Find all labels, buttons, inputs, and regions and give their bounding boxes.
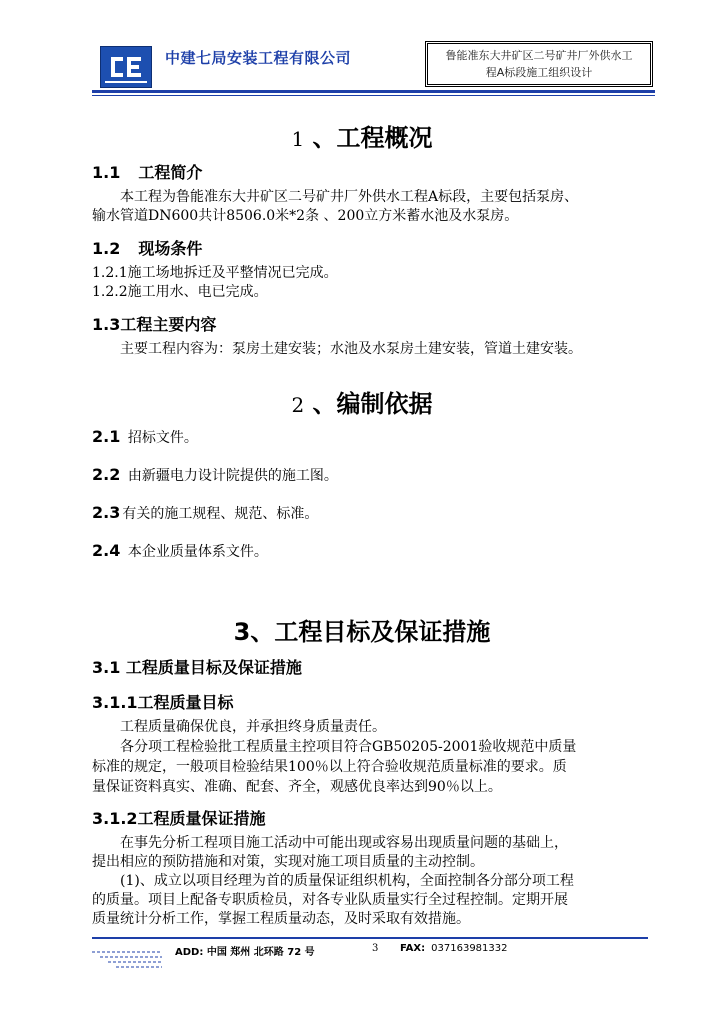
basis-item-1 — [92, 427, 198, 447]
paragraph-1-1-line2: 输水管道DN600共计8506.0米*2条 、200立方米蓄水池及水泵房。 — [92, 208, 519, 224]
section-1-title: 、工程概况 — [312, 124, 433, 152]
subsection-1-1-number: 1.1 — [92, 163, 121, 182]
basis-item-3-text: 有关的施工规程、规范、标准。 — [122, 506, 319, 522]
basis-item-2 — [92, 465, 338, 485]
basis-item-4-number: 2.4 — [92, 541, 121, 560]
basis-item-4 — [92, 541, 268, 561]
paragraph-1-1-line1: 本工程为鲁能准东大井矿区二号矿井厂外供水工程A标段，主要包括泵房、 — [120, 189, 579, 205]
basis-item-2-text: 由新疆电力设计院提供的施工图。 — [127, 468, 338, 484]
document-title-box — [425, 41, 653, 87]
footer-fax — [400, 943, 508, 954]
paragraph-3-1-1-line3: 标准的规定，一般项目检验结果100％以上符合验收规范质量标准的要求。质 — [92, 759, 567, 775]
basis-item-2-number: 2.2 — [92, 465, 121, 484]
paragraph-3-1-1-line1: 工程质量确保优良，并承担终身质量责任。 — [120, 719, 386, 735]
subsection-1-3-heading: 1.3工程主要内容 — [92, 315, 217, 334]
basis-item-3 — [92, 503, 318, 523]
paragraph-3-1-2-line3: (1)、成立以项目经理为首的质量保证组织机构，全面控制各分部分项工程 — [120, 873, 574, 889]
subsection-3-1-2-heading: 3.1.2工程质量保证措施 — [92, 809, 266, 828]
paragraph-1-3-line1: 主要工程内容为：泵房土建安装；水池及水泵房土建安装，管道土建安装。 — [120, 341, 582, 357]
document-title-line2: 程A标段施工组织设计 — [485, 66, 593, 79]
document-title-line1: 鲁能准东大井矿区二号矿井厂外供水工 — [445, 49, 633, 62]
subsection-3-1-heading: 3.1 工程质量目标及保证措施 — [92, 658, 302, 677]
paragraph-3-1-1-line4: 量保证资料真实、准确、配套、齐全，观感优良率达到90％以上。 — [92, 779, 502, 795]
basis-item-1-number: 2.1 — [92, 427, 121, 446]
basis-item-3-number: 2.3 — [92, 503, 121, 522]
footer-stripes-icon — [92, 950, 162, 972]
subsection-1-2-heading — [92, 236, 202, 259]
section-1-number: 1 — [291, 127, 305, 151]
footer-fax-number: 037163981332 — [431, 943, 508, 954]
company-logo-icon — [100, 46, 152, 88]
basis-item-4-text: 本企业质量体系文件。 — [127, 544, 268, 560]
paragraph-1-2-line1: 1.2.1施工场地拆迁及平整情况已完成。 — [92, 265, 338, 281]
section-3-heading: 3、工程目标及保证措施 — [233, 618, 491, 646]
paragraph-3-1-1-line2: 各分项工程检验批工程质量主控项目符合GB50205-2001验收规范中质量 — [120, 739, 577, 755]
paragraph-1-2-line2: 1.2.2施工用水、电已完成。 — [92, 284, 268, 300]
paragraph-3-1-2-line2: 提出相应的预防措施和对策，实现对施工项目质量的主动控制。 — [92, 854, 484, 870]
subsection-1-2-number: 1.2 — [92, 239, 121, 258]
company-name: 中建七局安装工程有限公司 — [165, 49, 352, 67]
section-2-title: 、编制依据 — [312, 390, 433, 418]
subsection-1-1-title: 工程简介 — [138, 163, 203, 182]
footer-fax-label: FAX: — [400, 943, 426, 954]
header-rule-thin — [92, 95, 655, 96]
basis-item-1-text: 招标文件。 — [127, 430, 198, 446]
section-2-number: 2 — [291, 393, 305, 417]
subsection-1-2-title: 现场条件 — [138, 239, 203, 258]
section-1-heading — [0, 118, 724, 153]
paragraph-3-1-2-line4: 的质量。项目上配备专职质检员，对各专业队质量实行全过程控制。定期开展 — [92, 892, 568, 908]
subsection-3-1-1-heading: 3.1.1工程质量目标 — [92, 693, 234, 712]
header-rule — [92, 90, 655, 93]
subsection-1-1-heading — [92, 160, 202, 183]
footer-rule — [92, 937, 648, 939]
footer-address: ADD: 中国 郑州 北环路 72 号 — [175, 947, 315, 958]
paragraph-3-1-2-line5: 质量统计分析工作，掌握工程质量动态，及时采取有效措施。 — [92, 911, 470, 927]
section-2-heading — [0, 384, 724, 419]
page-number: 3 — [372, 943, 379, 954]
paragraph-3-1-2-line1: 在事先分析工程项目施工活动中可能出现或容易出现质量问题的基础上， — [120, 835, 568, 851]
